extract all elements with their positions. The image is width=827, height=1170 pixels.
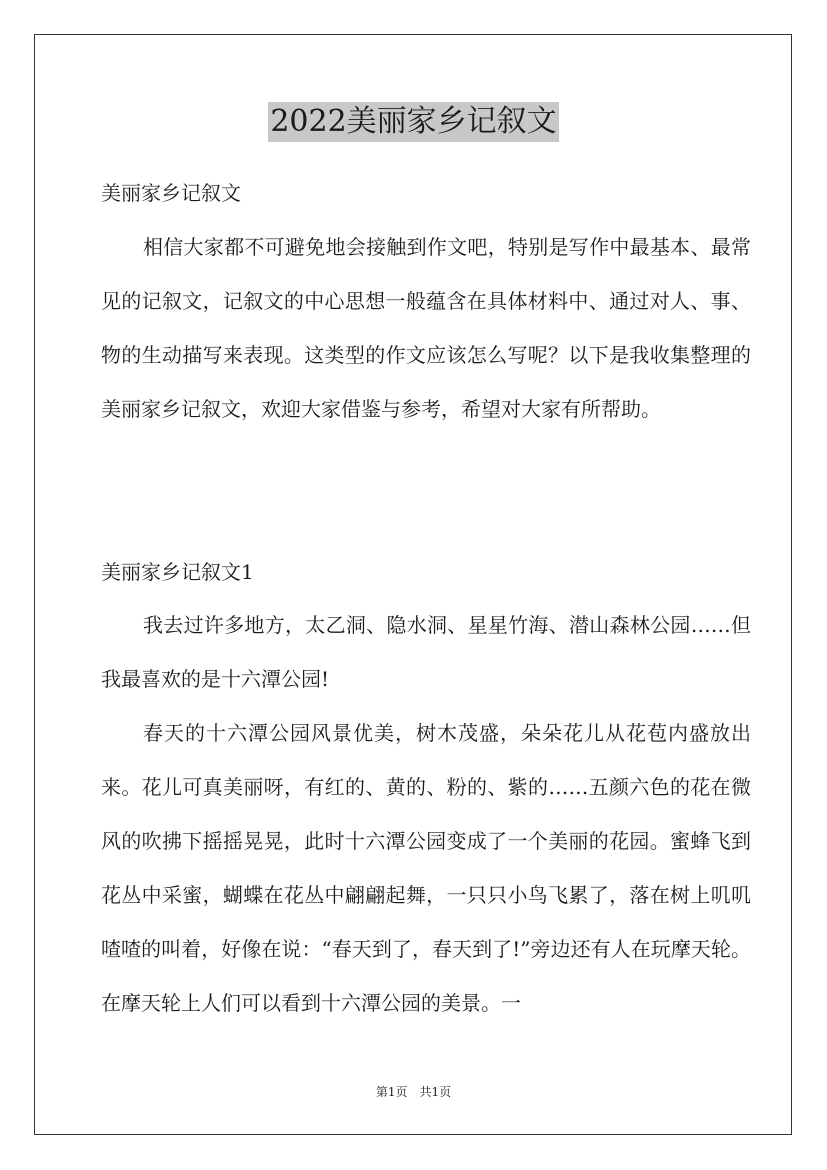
section1-heading: 美丽家乡记叙文1 (101, 560, 254, 584)
title-container (0, 102, 827, 142)
section1-body (101, 598, 751, 1030)
section1-paragraph-2: 春天的十六潭公园风景优美，树木茂盛，朵朵花儿从花苞内盛放出来。花儿可真美丽呀，有红的、黄的、粉的、紫的……五颜六色的花在微风的吹拂下摇摇晃晃，此时十六潭公园变成了一个美丽的花园。蜜蜂飞到花丛中采蜜，蝴蝶在花丛中翩翩起舞，一只只小鸟飞累了，落在树上叽叽喳喳的叫着，好像在说：“春天到了，春天到了!”旁边还有人在玩摩天轮。在摩天轮上人们可以看到十六潭公园的美景。一 (101, 721, 751, 1015)
intro-section (101, 220, 751, 436)
page-footer (0, 1084, 827, 1100)
intro-paragraph: 相信大家都不可避免地会接触到作文吧，特别是写作中最基本、最常见的记叙文，记叙文的中心思想一般蕴含在具体材料中、通过对人、事、物的生动描写来表现。这类型的作文应该怎么写呢？以下是我收集整理的美丽家乡记叙文，欢迎大家借鉴与参考，希望对大家有所帮助。 (101, 235, 751, 421)
intro-heading: 美丽家乡记叙文 (101, 181, 241, 205)
page-number-label: 第1页 共1页 (375, 1085, 452, 1099)
document-title: 2022美丽家乡记叙文 (268, 102, 558, 142)
section1-paragraph-1: 我去过许多地方，太乙洞、隐水洞、星星竹海、潜山森林公园……但我最喜欢的是十六潭公园! (101, 613, 751, 691)
